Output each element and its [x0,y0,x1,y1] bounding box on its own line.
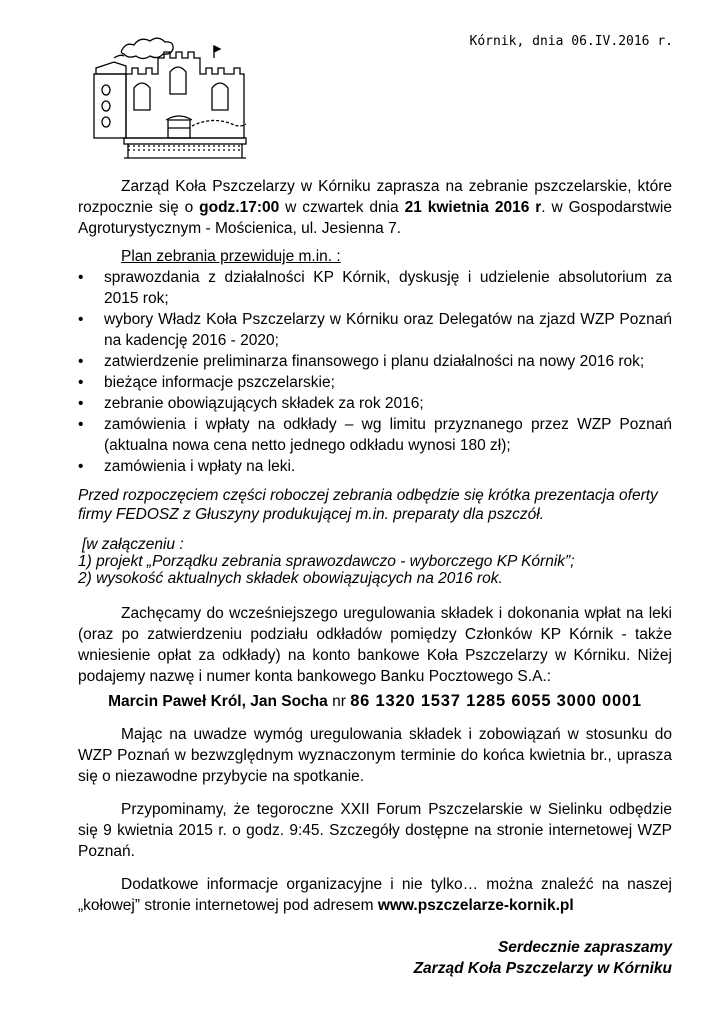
attachment-item: 1) projekt „Porządku zebrania sprawozdawczo - wyborczego KP Kórnik”; [78,553,575,570]
bullet-icon: • [78,269,84,286]
website-link[interactable]: www.pszczelarze-kornik.pl [377,897,574,914]
list-item: • sprawozdania z działalności KP Kórnik, dyskusję i udzielenie absolutorium za 2015 rok; [78,269,672,307]
list-item: • zamówienia i wpłaty na odkłady – wg limitu przyznanego przez WZP Poznań (aktualna nowa cena netto jednego odkładu wynosi 180 zł); [78,416,672,454]
attachments-title: [w załączeniu : [82,536,184,553]
list-item: • bieżące informacje pszczelarskie; [78,374,335,391]
list-item: • zebranie obowiązujących składek za rok 2016; [78,395,424,412]
plan-heading: Plan zebrania przewiduje m.in. : [121,248,341,265]
attachments-block [78,536,672,587]
forum-paragraph: Przypominamy, że tegoroczne XXII Forum Pszczelarskie w Sielinku odbędzie się 9 kwietnia 2015 r. o godz. 9:45. Szczegóły dostępne na stronie internetowej WZP Poznań. [78,801,672,860]
bullet-icon: • [78,458,84,475]
agenda-list [78,267,672,477]
list-item: • zamówienia i wpłaty na leki. [78,458,296,475]
attachment-item: 2) wysokość aktualnych składek obowiązujących na 2016 rok. [78,570,503,587]
payment-paragraph: Zachęcamy do wcześniejszego uregulowania składek i dokonania wpłat na leki (oraz po zatwierdzeniu podziału odkładów pomiędzy Członków KP Kórnik - także wniesienie opłat za odkłady) na konto bankowe Koła Pszczelarzy w Kórniku. Niżej podajemy nazwę i numer konta bankowego Banku Pocztowego S.A.: [78,605,672,685]
document-date: Kórnik, dnia 06.IV.2016 r. [469,34,673,49]
presentation-note: Przed rozpoczęciem części roboczej zebrania odbędzie się krótka prezentacja oferty firmy FEDOSZ z Głuszyny produkującej m.in. preparaty dla pszczół. [78,487,658,523]
castle-logo-icon [84,28,254,163]
bullet-icon: • [78,374,84,391]
account-number: 86 1320 1537 1285 6055 3000 0001 [350,692,642,710]
bullet-icon: • [78,416,84,433]
account-holders: Marcin Paweł Król, Jan Socha [108,693,328,710]
meeting-date: 21 kwietnia 2016 r [404,199,542,216]
bank-account-line [78,691,672,712]
bullet-icon: • [78,353,84,370]
intro-paragraph: Zarząd Koła Pszczelarzy w Kórniku zaprasza na zebranie pszczelarskie, które rozpocznie się o godz.17:00 w czwartek dnia 21 kwietnia 2016 r. w Gospodarstwie Agroturystycznym - Mościenica, ul. Jesienna 7. [78,178,672,237]
letter-body [78,176,672,979]
bullet-icon: • [78,395,84,412]
list-item: • wybory Władz Koła Pszczelarzy w Kórniku oraz Delegatów na zjazd WZP Poznań na kadencję 2016 - 2020; [78,311,672,349]
closing-line: Serdecznie zapraszamy [497,939,672,956]
deadline-paragraph: Mając na uwadze wymóg uregulowania składek i zobowiązań w stosunku do WZP Poznań w bezwzględnym wyznaczonym terminie do końca kwietnia br., uprasza się o niezawodne przybycie na spotkanie. [78,726,672,785]
bullet-icon: • [78,311,84,328]
meeting-time: godz.17:00 [199,199,280,216]
website-paragraph: Dodatkowe informacje organizacyjne i nie tylko… można znaleźć na naszej „kołowej” stronie internetowej pod adresem www.pszczelarze-kornik.pl [78,876,672,914]
signatory: Zarząd Koła Pszczelarzy w Kórniku [413,960,672,977]
list-item: • zatwierdzenie preliminarza finansowego i planu działalności na nowy 2016 rok; [78,353,645,370]
signature-block [78,937,672,979]
nr-label: nr [332,693,346,710]
